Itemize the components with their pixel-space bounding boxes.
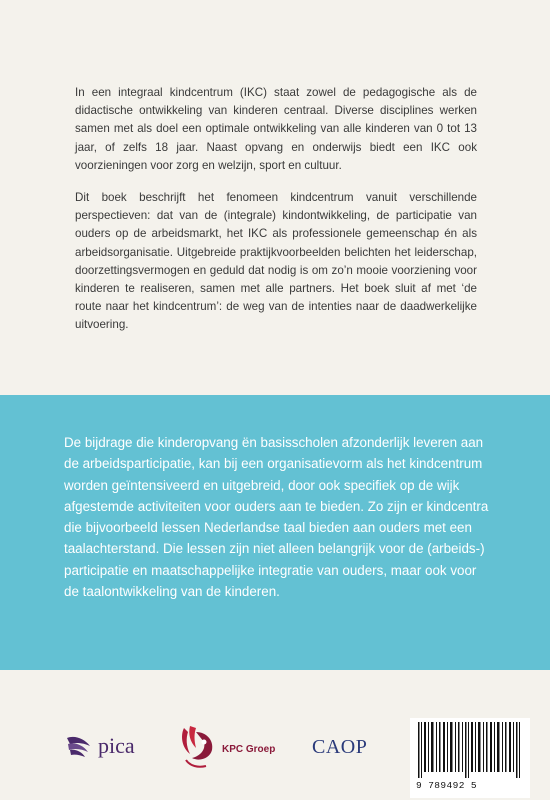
kpc-bird-icon (176, 722, 222, 772)
kpc-logo (176, 722, 286, 772)
blurb-paragraph-2: Dit boek beschrijft het fenomeen kindcentrum vanuit verschillende perspectieven: dat van de (integrale) kindontwikkeling, de participatie van ouders op de arbeidsmarkt, het IKC als professionele gemeenschap én als arbeidsorganisatie. Uitgebreide praktijkvoorbeelden belichten het leiderschap, doorzettingsvermogen en geduld dat nodig is om zo’n mooie voorziening voor kinderen te realiseren, samen met alle partners. Het boek sluit af met ‘de route naar het kindcentrum’: de weg van de intenties naar de daadwerkelijke uitvoering. (75, 191, 477, 332)
isbn-digits: 9 789492 5 (416, 780, 478, 791)
pica-bird-icon (64, 732, 94, 760)
blurb-text (75, 84, 477, 349)
pica-wordmark: pica (98, 733, 135, 758)
isbn-barcode (410, 718, 530, 798)
caop-logo: CAOP (312, 736, 368, 758)
quote-text: De bijdrage die kinderopvang ën basisscholen afzonderlijk leveren aan de arbeidsparticipatie, kan bij een organisatievorm als het kindcentrum worden geïntensiveerd en uitgebreid, door ook specifiek op de wijk afgestemde activiteiten voor ouders aan te bieden. Zo zijn er kindcentra die bijvoorbeeld lessen Nederlandse taal bieden aan ouders met een taalachterstand. Die lessen zijn niet alleen belangrijk voor de (arbeids-) participatie en maatschappelijke integratie van ouders, maar ook voor de taalontwikkeling van de kinderen. (64, 435, 489, 600)
blurb-paragraph-1: In een integraal kindcentrum (IKC) staat zowel de pedagogische als de didactische ontwikkeling van kinderen centraal. Diverse disciplines werken samen met als doel een optimale ontwikkeling van alle kinderen van 0 tot 13 jaar, of zelfs 18 jaar. Naast opvang en onderwijs biedt een IKC ook voorzieningen voor zorg en welzijn, sport en cultuur. (75, 86, 477, 172)
kpc-wordmark: KPC Groep (222, 744, 276, 755)
barcode-bars (418, 722, 524, 778)
pica-logo (64, 731, 135, 761)
